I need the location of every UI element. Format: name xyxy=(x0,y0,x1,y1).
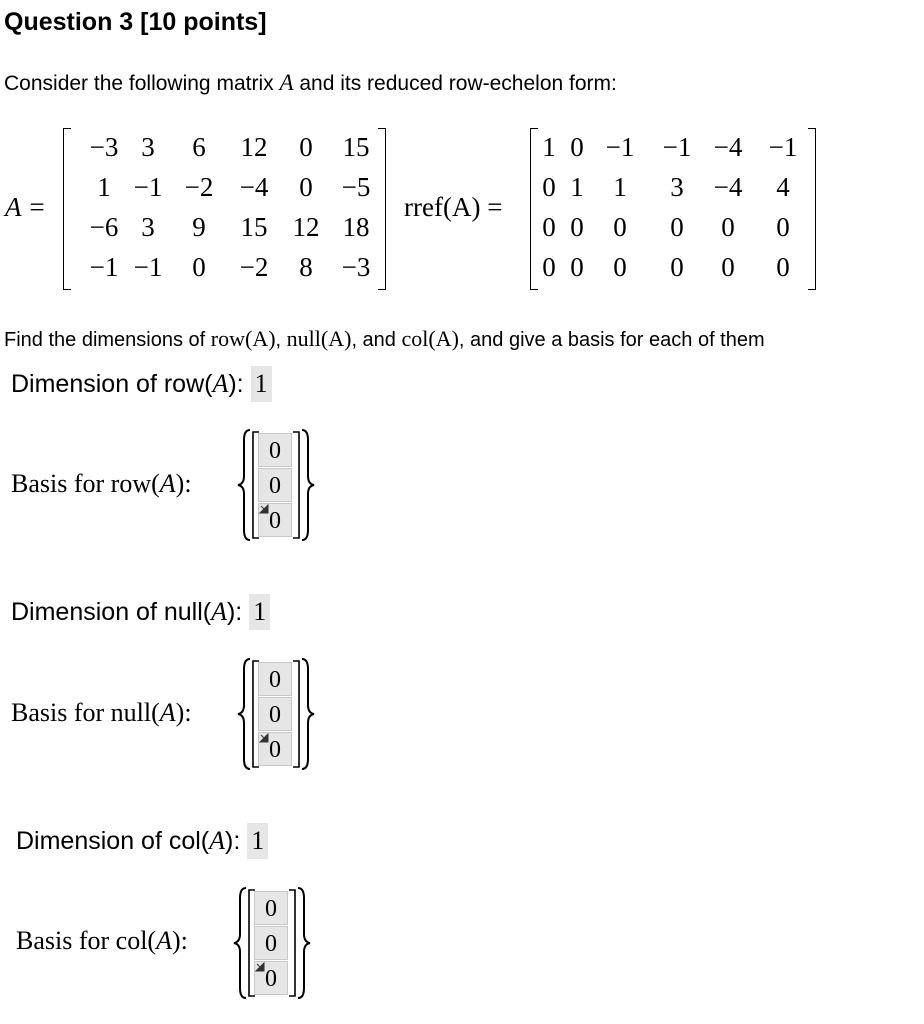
col-dimension-label: Dimension of col(A): 1 xyxy=(16,823,268,859)
matrix-cell: 1 xyxy=(542,132,556,162)
matrix-cell: 0 xyxy=(570,252,584,282)
matrix-cell: 0 xyxy=(613,252,627,282)
col-basis-label: Basis for col(A): xyxy=(16,926,188,955)
col-a-term: col(A) xyxy=(401,326,459,351)
null-basis-label: Basis for null(A): xyxy=(11,698,192,727)
matrix-cell: 12 xyxy=(292,212,320,242)
matrix-cell: 6 xyxy=(192,132,206,162)
row-dimension-label: Dimension of row(A): 1 xyxy=(11,366,272,402)
matrix-cell: 0 xyxy=(721,212,735,242)
matrix-cell: −5 xyxy=(341,172,371,202)
matrix-cell: 0 xyxy=(721,252,735,282)
matrix-cell: 0 xyxy=(542,172,556,202)
resize-handle-icon[interactable] xyxy=(259,504,269,514)
matrix-cell: −1 xyxy=(605,132,635,162)
intro-var: A xyxy=(279,70,294,95)
null-dimension-input[interactable]: 1 xyxy=(249,594,270,630)
matrix-cell: 1 xyxy=(613,172,627,202)
instructions-text: Find the dimensions of row(A), null(A), and col(A), and give a basis for each of them xyxy=(4,326,765,351)
vector-entry-input[interactable]: 0 xyxy=(258,697,292,731)
matrix-cell: 0 xyxy=(613,212,627,242)
row-a-term: row(A) xyxy=(210,326,276,351)
matrix-a-right-bracket xyxy=(378,128,386,290)
matrix-cell: 15 xyxy=(240,212,268,242)
vector-entry-input[interactable]: 0 xyxy=(258,503,292,537)
matrix-cell: −3 xyxy=(341,252,371,282)
matrix-a-left-bracket xyxy=(63,128,71,290)
matrix-cell: −1 xyxy=(133,252,163,282)
matrix-cell: 3 xyxy=(141,132,155,162)
matrix-cell: 0 xyxy=(542,252,556,282)
matrix-cell: 1 xyxy=(97,172,111,202)
matrix-cell: 3 xyxy=(670,172,684,202)
resize-handle-icon[interactable] xyxy=(259,733,269,743)
vector-entry-input[interactable]: 0 xyxy=(254,926,288,960)
matrix-cell: 0 xyxy=(570,212,584,242)
matrix-cell: −4 xyxy=(239,172,269,202)
matrix-cell: −1 xyxy=(89,252,119,282)
matrix-cell: 12 xyxy=(240,132,268,162)
intro-prefix: Consider the following matrix xyxy=(4,72,280,95)
matrix-cell: −1 xyxy=(662,132,692,162)
matrix-cell: 0 xyxy=(776,252,790,282)
col-basis-vector xyxy=(232,884,312,1002)
matrix-cell: −3 xyxy=(89,132,119,162)
vector-entry-input[interactable]: 0 xyxy=(258,433,292,467)
matrix-cell: 0 xyxy=(670,252,684,282)
matrix-cell: 9 xyxy=(192,212,206,242)
matrix-cell: 0 xyxy=(670,212,684,242)
col-dimension-input[interactable]: 1 xyxy=(247,823,268,859)
vector-entry-input[interactable]: 0 xyxy=(258,732,292,766)
matrix-cell: 4 xyxy=(776,172,790,202)
matrix-a-label: A = xyxy=(5,192,46,222)
vector-entry-input[interactable]: 0 xyxy=(254,891,288,925)
null-a-term: null(A) xyxy=(286,326,352,351)
matrix-cell: −4 xyxy=(713,172,743,202)
matrix-cell: 0 xyxy=(299,132,313,162)
intro-suffix: and its reduced row-echelon form: xyxy=(293,72,617,95)
matrix-cell: −1 xyxy=(133,172,163,202)
row-basis-vector xyxy=(236,426,316,544)
vector-entry-input[interactable]: 0 xyxy=(258,662,292,696)
matrix-cell: 18 xyxy=(342,212,370,242)
matrix-cell: 0 xyxy=(192,252,206,282)
matrix-cell: 0 xyxy=(299,172,313,202)
vector-entry-input[interactable]: 0 xyxy=(258,468,292,502)
matrix-cell: 1 xyxy=(570,172,584,202)
matrix-cell: 0 xyxy=(570,132,584,162)
matrix-cell: −4 xyxy=(713,132,743,162)
resize-handle-icon[interactable] xyxy=(255,962,265,972)
matrix-cell: 15 xyxy=(342,132,370,162)
intro-text xyxy=(4,70,617,96)
rref-right-bracket xyxy=(808,128,816,290)
question-title: Question 3 [10 points] xyxy=(4,8,267,36)
matrix-cell: 3 xyxy=(141,212,155,242)
null-basis-vector xyxy=(236,655,316,773)
matrix-cell: −6 xyxy=(89,212,119,242)
matrix-cell: −2 xyxy=(184,172,214,202)
rref-label: rref(A) = xyxy=(404,192,503,222)
row-dimension-input[interactable]: 1 xyxy=(251,366,272,402)
matrix-cell: −2 xyxy=(239,252,269,282)
matrix-cell: −1 xyxy=(768,132,798,162)
matrix-cell: 0 xyxy=(542,212,556,242)
vector-entry-input[interactable]: 0 xyxy=(254,961,288,995)
row-basis-label: Basis for row(A): xyxy=(11,469,192,498)
matrix-cell: 0 xyxy=(776,212,790,242)
matrix-cell: 8 xyxy=(299,252,313,282)
null-dimension-label: Dimension of null(A): 1 xyxy=(11,594,270,630)
